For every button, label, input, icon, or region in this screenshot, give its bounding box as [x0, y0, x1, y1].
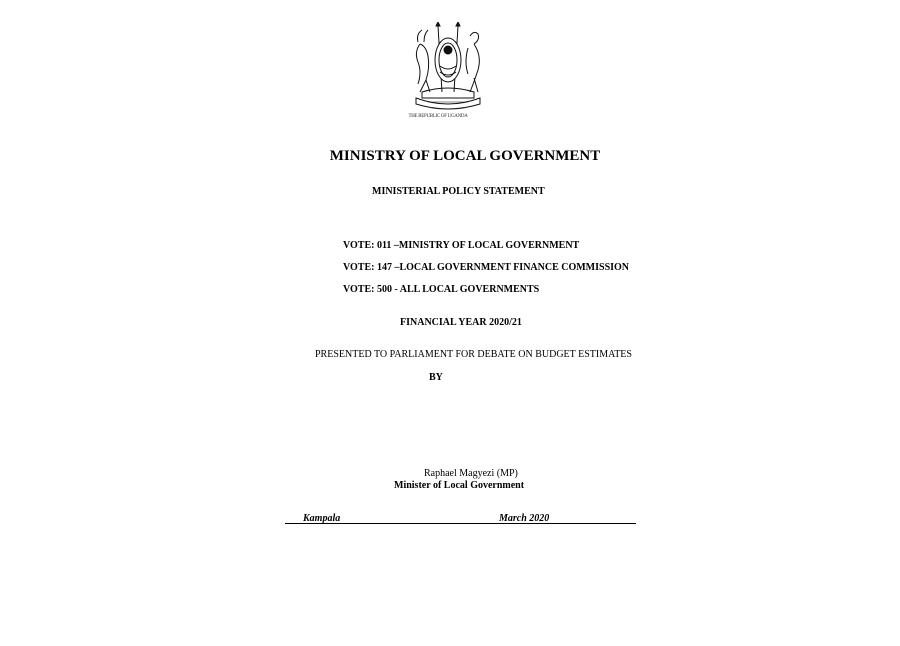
financial-year: FINANCIAL YEAR 2020/21: [400, 317, 522, 328]
statement-subtitle: MINISTERIAL POLICY STATEMENT: [372, 186, 545, 197]
signature-rule: [285, 523, 636, 524]
coat-of-arms-icon: [408, 22, 488, 110]
vote-line: VOTE: 500 - ALL LOCAL GOVERNMENTS: [343, 284, 540, 295]
date: March 2020: [499, 513, 550, 524]
vote-line: VOTE: 147 –LOCAL GOVERNMENT FINANCE COMMISSION: [343, 262, 630, 273]
minister-name: Raphael Magyezi (MP): [424, 468, 518, 479]
minister-title: Minister of Local Government: [394, 480, 525, 491]
by-label: BY: [429, 372, 443, 383]
ministry-title: MINISTRY OF LOCAL GOVERNMENT: [329, 148, 601, 164]
presented-statement: PRESENTED TO PARLIAMENT FOR DEBATE ON BUDGET ESTIMATES: [315, 349, 632, 360]
place: Kampala: [303, 513, 341, 524]
vote-line: VOTE: 011 –MINISTRY OF LOCAL GOVERNMENT: [343, 240, 580, 251]
coat-of-arms-caption: THE REPUBLIC OF UGANDA: [408, 114, 468, 119]
